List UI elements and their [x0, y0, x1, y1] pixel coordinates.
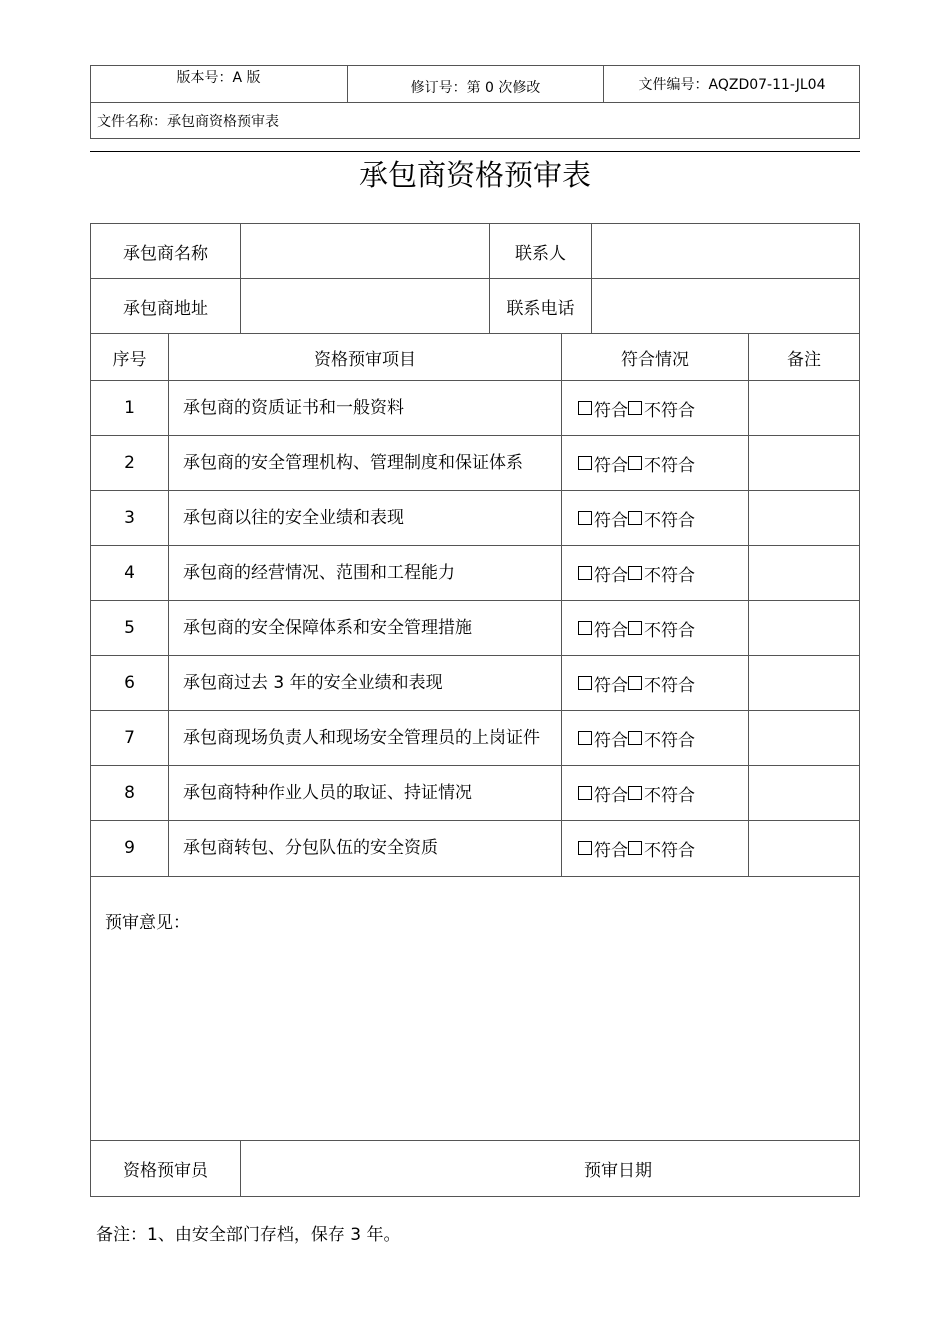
checkbox-icon [578, 401, 592, 415]
contact-person-label: 联系人 [515, 243, 566, 264]
not-comply-checkbox[interactable] [628, 726, 695, 751]
checkbox-icon [628, 786, 642, 800]
comply-checkbox[interactable] [578, 671, 628, 696]
row-number: 7 [124, 728, 135, 748]
checkbox-icon [628, 456, 642, 470]
row-number: 3 [124, 508, 135, 528]
comply-checkbox[interactable] [578, 726, 628, 751]
remarks-field[interactable] [749, 766, 859, 820]
contractor-address-field[interactable] [241, 279, 489, 333]
row-item: 承包商的资质证书和一般资料 [183, 398, 404, 418]
header-compliance: 符合情况 [621, 349, 689, 370]
remarks-field[interactable] [749, 601, 859, 655]
row-number: 9 [124, 838, 135, 858]
row-item: 承包商的经营情况、范围和工程能力 [183, 563, 455, 583]
comply-checkbox[interactable] [578, 836, 628, 861]
not-comply-checkbox[interactable] [628, 781, 695, 806]
compliance-options [578, 711, 748, 765]
checkbox-label: 符合 [594, 400, 628, 421]
comply-checkbox[interactable] [578, 396, 628, 421]
compliance-options [578, 381, 748, 435]
row-item: 承包商以往的安全业绩和表现 [183, 508, 404, 528]
header-no: 序号 [112, 349, 147, 370]
compliance-options [578, 766, 748, 820]
checkbox-label: 符合 [594, 785, 628, 806]
compliance-options [578, 601, 748, 655]
reviewer-label: 资格预审员 [123, 1161, 208, 1181]
checkbox-icon [578, 731, 592, 745]
checkbox-icon [578, 786, 592, 800]
checkbox-icon [628, 731, 642, 745]
contractor-name-field[interactable] [241, 224, 489, 278]
review-opinion-field[interactable] [91, 940, 859, 1140]
checkbox-label: 不符合 [644, 730, 695, 751]
checkbox-label: 不符合 [644, 510, 695, 531]
contractor-name-label: 承包商名称 [123, 243, 208, 264]
remarks-field[interactable] [749, 436, 859, 490]
row-number: 5 [124, 618, 135, 638]
checkbox-label: 不符合 [644, 620, 695, 641]
header-item: 资格预审项目 [314, 349, 416, 370]
remarks-field[interactable] [749, 656, 859, 710]
not-comply-checkbox[interactable] [628, 616, 695, 641]
remarks-field[interactable] [749, 546, 859, 600]
row-item: 承包商现场负责人和现场安全管理员的上岗证件 [183, 728, 540, 748]
row-number: 6 [124, 673, 135, 693]
checkbox-icon [628, 621, 642, 635]
review-date-field[interactable] [666, 1141, 859, 1196]
checkbox-label: 符合 [594, 455, 628, 476]
review-opinion-label: 预审意见： [105, 912, 190, 933]
contact-person-field[interactable] [592, 224, 859, 278]
row-number: 2 [124, 453, 135, 473]
comply-checkbox[interactable] [578, 506, 628, 531]
remarks-field[interactable] [749, 711, 859, 765]
compliance-options [578, 491, 748, 545]
not-comply-checkbox[interactable] [628, 671, 695, 696]
checkbox-icon [628, 511, 642, 525]
checkbox-label: 符合 [594, 730, 628, 751]
revision-label: 修订号：第 0 次修改 [410, 80, 541, 96]
checkbox-label: 符合 [594, 565, 628, 586]
checkbox-label: 不符合 [644, 400, 695, 421]
checkbox-label: 符合 [594, 510, 628, 531]
not-comply-checkbox[interactable] [628, 506, 695, 531]
version-label: 版本号：A 版 [176, 70, 261, 86]
checkbox-icon [628, 401, 642, 415]
remarks-field[interactable] [749, 491, 859, 545]
compliance-options [578, 656, 748, 710]
checkbox-icon [578, 841, 592, 855]
checkbox-label: 不符合 [644, 785, 695, 806]
reviewer-field[interactable] [241, 1141, 571, 1196]
comply-checkbox[interactable] [578, 561, 628, 586]
remarks-field[interactable] [749, 821, 859, 875]
checkbox-icon [578, 621, 592, 635]
row-item: 承包商转包、分包队伍的安全资质 [183, 838, 438, 858]
row-item: 承包商的安全管理机构、管理制度和保证体系 [183, 453, 523, 473]
remarks-field[interactable] [749, 381, 859, 435]
comply-checkbox[interactable] [578, 781, 628, 806]
checkbox-label: 不符合 [644, 565, 695, 586]
row-number: 1 [124, 398, 135, 418]
row-item: 承包商过去 3 年的安全业绩和表现 [183, 673, 443, 693]
checkbox-icon [628, 676, 642, 690]
compliance-options [578, 821, 748, 875]
checkbox-label: 符合 [594, 675, 628, 696]
checkbox-icon [578, 511, 592, 525]
comply-checkbox[interactable] [578, 616, 628, 641]
row-item: 承包商的安全保障体系和安全管理措施 [183, 618, 472, 638]
contractor-address-label: 承包商地址 [123, 298, 208, 319]
contact-phone-field[interactable] [592, 279, 859, 333]
not-comply-checkbox[interactable] [628, 561, 695, 586]
row-number: 8 [124, 783, 135, 803]
checkbox-label: 不符合 [644, 455, 695, 476]
header-remarks: 备注 [787, 349, 821, 370]
checkbox-icon [578, 456, 592, 470]
checkbox-icon [628, 841, 642, 855]
row-number: 4 [124, 563, 135, 583]
page-title: 承包商资格预审表 [358, 157, 591, 192]
not-comply-checkbox[interactable] [628, 451, 695, 476]
checkbox-label: 不符合 [644, 840, 695, 861]
row-item: 承包商特种作业人员的取证、持证情况 [183, 783, 472, 803]
file-name-label: 文件名称：承包商资格预审表 [97, 114, 279, 130]
checkbox-icon [628, 566, 642, 580]
not-comply-checkbox[interactable] [628, 836, 695, 861]
contact-phone-label: 联系电话 [506, 298, 575, 319]
checkbox-icon [578, 676, 592, 690]
checkbox-label: 不符合 [644, 675, 695, 696]
checkbox-icon [578, 566, 592, 580]
review-date-label: 预审日期 [584, 1161, 652, 1181]
compliance-options [578, 546, 748, 600]
not-comply-checkbox[interactable] [628, 396, 695, 421]
compliance-options [578, 436, 748, 490]
comply-checkbox[interactable] [578, 451, 628, 476]
checkbox-label: 符合 [594, 840, 628, 861]
file-number-label: 文件编号：AQZD07-11-JL04 [638, 77, 826, 93]
checkbox-label: 符合 [594, 620, 628, 641]
footnote: 备注：1、由安全部门存档，保存 3 年。 [96, 1224, 401, 1245]
